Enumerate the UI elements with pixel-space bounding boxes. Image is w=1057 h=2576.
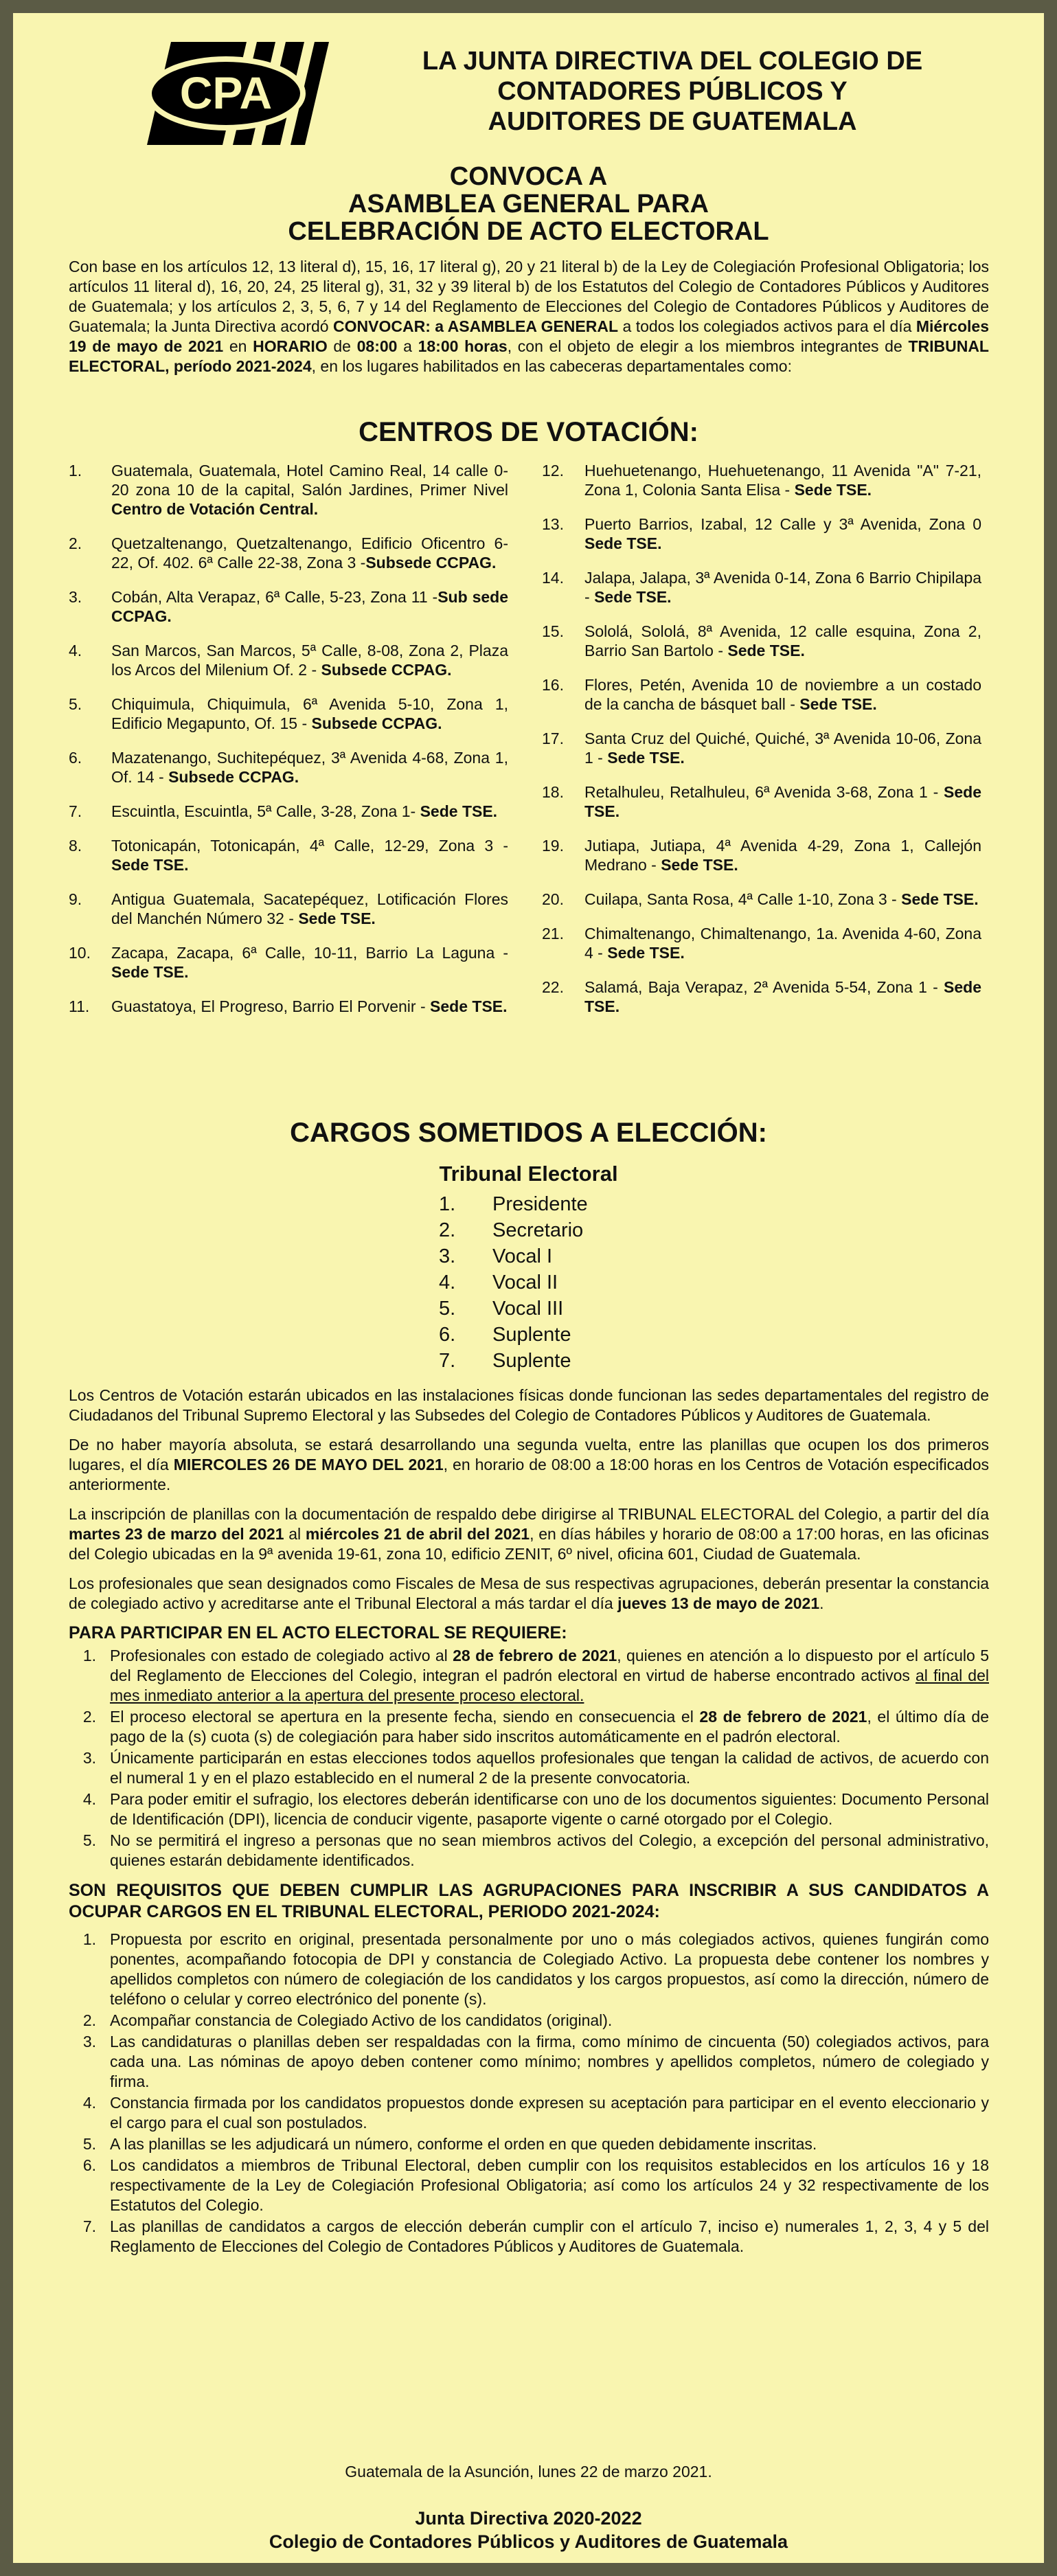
req-text: Únicamente participarán en estas elecciones todos aquellos profesionales que tengan la calidad de activos, de acuerdo con el numeral 1 y en el plazo establecido en el numeral 2 de la presente convocatoria. [110, 1749, 989, 1787]
item-number: 16. [542, 676, 564, 694]
item-number: 2. [82, 2011, 96, 2029]
item-sede: Sede TSE. [298, 909, 376, 927]
voting-center-item [542, 729, 981, 767]
cargo-number: 4. [439, 1272, 456, 1293]
convoca-line-2: ASAMBLEA GENERAL PARA [348, 190, 709, 218]
cargos-title: CARGOS SOMETIDOS A ELECCIÓN: [290, 1118, 767, 1148]
list-item: 3. Únicamente participarán en estas elecciones todos aquellos profesionales que tengan la calidad de activos, de acuerdo con el numeral 1 y en el plazo establecido en el numeral 2 de la presente convocatoria. [82, 1749, 989, 1787]
item-number: 22. [542, 978, 564, 996]
item-text: Las planillas de candidatos a cargos de elección deberán cumplir con el artículo 7, inciso e) numerales 1, 2, 3, 4 y 5 del Reglamento de Elecciones del Colegio de Contadores Públicos y Auditores de Guatemala. [110, 2217, 989, 2255]
item-sede: Sede TSE. [430, 997, 508, 1015]
intro-bold-horario: HORARIO [253, 337, 328, 355]
item-address: Cobán, Alta Verapaz, 6ª Calle, 5-23, Zona 11 - [111, 588, 438, 606]
cargo-item [439, 1348, 588, 1374]
voting-center-item [69, 890, 508, 928]
item-text: Constancia firmada por los candidatos propuestos donde expresen su aceptación para participar en el evento eleccionario y el cargo para el cual son postulados. [110, 2094, 989, 2132]
voting-center-item [69, 802, 508, 821]
item-number: 15. [542, 622, 564, 640]
paragraph-fiscales [69, 1574, 989, 1614]
item-text [111, 587, 508, 626]
para-bold: MIERCOLES 26 DE MAYO DEL 2021 [173, 1456, 444, 1473]
intro-text: , con el objeto de elegir a los miembros integrantes de [507, 337, 909, 355]
para-bold: jueves 13 de mayo de 2021 [617, 1594, 820, 1612]
voting-center-item [542, 836, 981, 874]
list-item: 2. El proceso electoral se apertura en la presente fecha, siendo en consecuencia el 28 de febrero de 2021, el último día de pago de la (s) cuota (s) de colegiación para haber sido inscritos automáticamente en el padrón electoral. [82, 1708, 990, 1745]
req-text: Para poder emitir el sufragio, los electores deberán identificarse con uno de los documentos siguientes: Documento Personal de Identificación (DPI), licencia de conducir vigente, pasaporte vigente o carné otorgado por el Colegio. [110, 1790, 989, 1828]
item-address: Mazatenango, Suchitepéquez, 3ª Avenida 4-68, Zona 1, Of. 14 - [111, 749, 508, 786]
item-text [111, 641, 508, 679]
item-sede: Sede TSE. [111, 963, 189, 981]
item-number: 20. [542, 890, 564, 908]
item-sede: Sede TSE. [799, 695, 877, 713]
item-number: 12. [542, 462, 564, 479]
centros-list-right [542, 461, 981, 1031]
list-item: 4. Para poder emitir el sufragio, los electores deberán identificarse con uno de los documentos siguientes: Documento Personal de Identificación (DPI), licencia de conducir vigente, pasaporte vigente o carné otorgado por el Colegio. [82, 1790, 989, 1828]
voting-center-item [542, 622, 981, 660]
item-text: Las candidaturas o planillas deben ser respaldadas con la firma, como mínimo de cincuenta (50) colegiados activos, para cada una. Las nóminas de apoyo deben contener como mínimo; nombres y apellidos completos, número de colegiado y firma. [110, 2033, 989, 2090]
voting-center-item [69, 694, 508, 733]
item-text: Los candidatos a miembros de Tribunal Electoral, deben cumplir con los requisitos establecidos en los artículos 16 y 18 respectivamente de la Ley de Colegiación Profesional Obligatoria; así como los artículos 24 y 32 respectivamente de los Estatutos del Colegio. [110, 2156, 989, 2214]
intro-paragraph [69, 257, 989, 376]
date-line: Guatemala de la Asunción, lunes 22 de marzo 2021. [345, 2463, 712, 2481]
list-item [69, 2134, 989, 2154]
list-item [69, 2032, 989, 2092]
intro-bold-start: 08:00 [356, 337, 398, 355]
cargos-list [439, 1191, 588, 1374]
item-text [584, 978, 981, 1016]
item-number: 5. [69, 695, 82, 713]
item-text [111, 836, 508, 874]
paragraph-centros: Los Centros de Votación estarán ubicados en las instalaciones físicas donde funcionan las sedes departamentales del registro de Ciudadanos del Tribunal Supremo Electoral y las Subsedes del Colegio de Contadores Públicos y Auditores de Guatemala. [69, 1386, 989, 1424]
item-sede: Centro de Votación Central. [111, 500, 319, 518]
item-text [584, 461, 981, 499]
item-sede: Subsede CCPAG. [168, 768, 299, 786]
list-item [69, 1930, 989, 2009]
item-text: A las planillas se les adjudicará un número, conforme el orden en que queden debidamente inscritas. [110, 2135, 817, 2153]
centros-list-left [69, 461, 508, 1031]
item-address: Puerto Barrios, Izabal, 12 Calle y 3ª Avenida, Zona 0 [584, 515, 981, 533]
item-text [584, 836, 981, 874]
item-number: 1. [82, 1930, 96, 1948]
para-text: . [819, 1594, 824, 1612]
cargo-label: Suplente [492, 1350, 571, 1372]
para-text: Los profesionales que sean designados como Fiscales de Mesa de sus respectivas agrupaciones, deberán presentar la constancia de colegiado activo y acreditarse ante el Tribunal Electoral a más tardar el día [69, 1574, 989, 1612]
cargo-item [439, 1191, 588, 1217]
org-line-2: CONTADORES PÚBLICOS Y [497, 77, 848, 106]
item-sede: Sede TSE. [584, 783, 981, 820]
item-number: 4. [82, 2094, 96, 2112]
cargo-label: Vocal III [492, 1298, 564, 1320]
item-address: Chimaltenango, Chimaltenango, 1a. Avenida 4-60, Zona 4 - [584, 925, 981, 962]
intro-text: a todos los colegiados activos para el día [618, 317, 916, 335]
voting-center-item [542, 568, 981, 607]
intro-bold-tribunal: TRIBUNAL ELECTORAL, período 2021-2024 [69, 337, 989, 375]
req-underlined: al final del mes inmediato anterior a la apertura del presente proceso electoral. [110, 1667, 989, 1704]
para-text: , en días hábiles y horario de 08:00 a 17:00 horas, en las oficinas del Colegio ubicadas en la 9ª avenida 19-61, zona 10, edificio ZENIT, 6º nivel, oficina 601, Ciudad de Guatemala. [69, 1525, 990, 1563]
cargo-label: Suplente [492, 1324, 571, 1346]
item-address: Santa Cruz del Quiché, Quiché, 3ª Avenida 10-06, Zona 1 - [584, 730, 981, 767]
body-paragraphs [69, 1386, 989, 2258]
item-sede: Sede TSE. [594, 588, 672, 606]
voting-center-item [542, 461, 981, 499]
para-text: , en horario de 08:00 a 18:00 horas en los Centros de Votación especificados anteriormente. [69, 1456, 990, 1493]
intro-text: en [223, 337, 253, 355]
item-text [111, 694, 508, 733]
voting-center-item [542, 978, 981, 1016]
intro-bold-convocar: CONVOCAR: a ASAMBLEA GENERAL [333, 317, 619, 335]
voting-center-item [542, 675, 981, 714]
item-sede: Sede TSE. [584, 534, 662, 552]
signature-line-2: Colegio de Contadores Públicos y Auditores de Guatemala [269, 2531, 788, 2552]
cargo-label: Presidente [492, 1193, 588, 1215]
item-address: Zacapa, Zacapa, 6ª Calle, 10-11, Barrio La Laguna - [111, 944, 508, 962]
requirements-list [69, 1646, 989, 1871]
item-number: 8. [69, 837, 82, 855]
item-sede: Sub sede CCPAG. [111, 588, 508, 625]
req-text: , quienes en atención a lo dispuesto por el artículo 5 del Reglamento de Elecciones del Colegio, integran el padrón electoral en virtud de haberse encontrado activos [110, 1647, 989, 1684]
voting-center-item [69, 748, 508, 787]
item-number: 3. [69, 588, 82, 606]
item-number: 7. [82, 2217, 96, 2235]
cargo-number: 3. [439, 1245, 456, 1267]
item-sede: Subsede CCPAG. [321, 661, 452, 679]
item-address: Guastatoya, El Progreso, Barrio El Porvenir - [111, 997, 431, 1015]
item-number: 19. [542, 837, 564, 855]
voting-center-item [69, 943, 508, 982]
para-text: La inscripción de planillas con la documentación de respaldo debe dirigirse al TRIBUNAL ELECTORAL del Colegio, a partir del día [69, 1505, 989, 1523]
cargo-item [439, 1269, 588, 1296]
item-text: Propuesta por escrito en original, presentada personalmente por uno o más colegiados activos, quienes fungirán como ponentes, acompañando fotocopia de DPI y constancia de Colegiado Activo. La propuesta debe contener los nombres y apellidos completos con número de colegiación de los candidatos y los cargos propuestos, así como la dirección, número de teléfono o celular y correo electrónico del ponente (s). [110, 1930, 989, 2008]
cargo-label: Secretario [492, 1219, 584, 1241]
item-text [584, 890, 981, 909]
req-text: Profesionales con estado de colegiado activo al [110, 1647, 453, 1664]
item-address: Totonicapán, Totonicapán, 4ª Calle, 12-29, Zona 3 - [111, 837, 508, 855]
item-sede: Sede TSE. [420, 802, 498, 820]
item-number: 18. [542, 783, 564, 801]
candidate-requirements-title: SON REQUISITOS QUE DEBEN CUMPLIR LAS AGRUPACIONES PARA INSCRIBIR A SUS CANDIDATOS A OCUPAR CARGOS EN EL TRIBUNAL ELECTORAL, PERIODO 2021-2024: [69, 1881, 989, 1921]
item-address: Retalhuleu, Retalhuleu, 6ª Avenida 3-68, Zona 1 - [584, 783, 944, 801]
signature-block [13, 2507, 1044, 2553]
item-sede: Sede TSE. [727, 642, 805, 659]
item-address: Sololá, Sololá, 8ª Avenida, 12 calle esquina, Zona 2, Barrio San Bartolo - [584, 622, 981, 659]
para-bold: martes 23 de marzo del 2021 [69, 1525, 284, 1543]
item-number: 1. [69, 462, 82, 479]
item-text [584, 782, 981, 821]
voting-center-item [542, 924, 981, 962]
candidate-requirements-list [69, 1930, 989, 2257]
item-text [584, 622, 981, 660]
req-text: No se permitirá el ingreso a personas que no sean miembros activos del Colegio, a excepción del personal administrativo, quienes estarán debidamente identificados. [110, 1831, 989, 1869]
item-text [111, 748, 508, 787]
intro-text: de [327, 337, 357, 355]
convoca-line-1: CONVOCA A [449, 162, 608, 191]
item-number: 4. [69, 642, 82, 659]
item-text [111, 890, 508, 928]
list-item: 1. Profesionales con estado de colegiado activo al 28 de febrero de 2021, quienes en atención a lo dispuesto por el artículo 5 del Reglamento de Elecciones del Colegio, integran el padrón electoral en virtud de haberse encontrado activos al final del mes inmediato anterior a la apertura del presente proceso electoral. [82, 1647, 989, 1704]
item-sede: Sede TSE. [607, 749, 685, 767]
voting-center-item [542, 782, 981, 821]
req-bold: 28 de febrero de 2021 [699, 1708, 867, 1726]
requirements-title: PARA PARTICIPAR EN EL ACTO ELECTORAL SE REQUIERE: [69, 1623, 567, 1642]
paragraph-inscripcion [69, 1504, 989, 1564]
intro-text: , en los lugares habilitados en las cabeceras departamentales como: [311, 357, 792, 375]
item-address: Quetzaltenango, Quetzaltenango, Edificio Oficentro 6-22, Of. 402. 6ª Calle 22-38, Zona 3 - [111, 534, 508, 572]
list-item [69, 2011, 989, 2031]
item-text [111, 943, 508, 982]
item-text [584, 675, 981, 714]
item-address: Guatemala, Guatemala, Hotel Camino Real, 14 calle 0-20 zona 10 de la capital, Salón Jardines, Primer Nivel [111, 462, 508, 499]
voting-center-item [69, 997, 508, 1016]
paragraph-segunda-vuelta [69, 1435, 989, 1495]
convoca-line-3: CELEBRACIÓN DE ACTO ELECTORAL [288, 217, 769, 246]
voting-center-item [542, 890, 981, 909]
para-text: al [284, 1525, 306, 1543]
cargo-number: 7. [439, 1350, 456, 1372]
item-number: 14. [542, 569, 564, 587]
item-number: 6. [82, 2156, 96, 2174]
item-sede: Subsede CCPAG. [365, 554, 497, 572]
item-address: Escuintla, Escuintla, 5ª Calle, 3-28, Zona 1- [111, 802, 420, 820]
req-bold: 28 de febrero de 2021 [453, 1647, 617, 1664]
item-address: Antigua Guatemala, Sacatepéquez, Lotificación Flores del Manchén Número 32 - [111, 890, 508, 927]
item-sede: Sede TSE. [901, 890, 979, 908]
req-text: El proceso electoral se apertura en la presente fecha, siendo en consecuencia el [110, 1708, 700, 1726]
item-text [111, 461, 508, 519]
item-text [111, 802, 508, 821]
item-sede: Sede TSE. [584, 978, 981, 1015]
voting-center-item [69, 534, 508, 572]
item-number: 7. [69, 802, 82, 820]
item-text [584, 924, 981, 962]
item-sede: Subsede CCPAG. [311, 714, 442, 732]
intro-text: Con base en los artículos 12, 13 literal d), 15, 16, 17 literal g), 20 y 21 literal b) de la Ley de Colegiación Profesional Obligatoria; los artículos 11 literal d), 16, 20, 24, 25 literal g), 31, 32 y 39 literal b) de los Estatutos del Colegio de Contadores Públicos y Auditores de Guatemala; y los artículos 2, 3, 5, 6, 7 y 14 del Reglamento de Elecciones del Colegio de Contadores Públicos y Auditores de Guatemala; la Junta Directiva acordó [69, 258, 989, 335]
voting-center-item [69, 836, 508, 874]
para-text: De no haber mayoría absoluta, se estará desarrollando una segunda vuelta, entre las planillas que ocupen los dos primeros lugares, el día [69, 1436, 989, 1473]
voting-center-item [542, 515, 981, 553]
item-text: Acompañar constancia de Colegiado Activo de los candidatos (original). [110, 2011, 613, 2029]
list-item: 5. No se permitirá el ingreso a personas que no sean miembros activos del Colegio, a excepción del personal administrativo, quienes estarán debidamente identificados. [82, 1831, 989, 1869]
intro-bold-end: 18:00 horas [418, 337, 508, 355]
item-number: 9. [69, 890, 82, 908]
item-address: Jalapa, Jalapa, 3ª Avenida 0-14, Zona 6 Barrio Chipilapa - [584, 569, 981, 606]
cargo-item [439, 1243, 588, 1269]
cargo-item [439, 1322, 588, 1348]
voting-center-item [69, 461, 508, 519]
item-address: Jutiapa, Jutiapa, 4ª Avenida 4-29, Zona 1, Callejón Medrano - [584, 837, 981, 874]
item-text [584, 515, 981, 553]
item-sede: Sede TSE. [607, 944, 685, 962]
voting-center-item [69, 587, 508, 626]
cargo-item [439, 1296, 588, 1322]
req-text: , el último día de pago de la (s) cuota (s) de colegiación para haber sido inscritos automáticamente en el padrón electoral. [110, 1708, 990, 1745]
item-sede: Sede TSE. [794, 481, 872, 499]
cpa-logo [144, 42, 343, 145]
svg-text:CPA: CPA [179, 67, 273, 118]
cargo-label: Vocal I [492, 1245, 553, 1267]
item-number: 5. [82, 2135, 96, 2153]
item-number: 6. [69, 749, 82, 767]
item-sede: Sede TSE. [111, 856, 189, 874]
item-sede: Sede TSE. [661, 856, 738, 874]
cargo-number: 2. [439, 1219, 456, 1241]
item-address: Salamá, Baja Verapaz, 2ª Avenida 5-54, Zona 1 - [584, 978, 944, 996]
cargo-item [439, 1217, 588, 1243]
org-line-1: LA JUNTA DIRECTIVA DEL COLEGIO DE [422, 47, 923, 76]
cargo-number: 5. [439, 1298, 456, 1320]
org-line-3: AUDITORES DE GUATEMALA [488, 107, 857, 136]
announcement-sheet [13, 13, 1044, 2563]
item-number: 2. [69, 534, 82, 552]
list-item [69, 2093, 989, 2133]
organization-name [370, 46, 975, 137]
para-bold: miércoles 21 de abril del 2021 [305, 1525, 530, 1543]
item-address: Cuilapa, Santa Rosa, 4ª Calle 1-10, Zona 3 - [584, 890, 902, 908]
item-number: 17. [542, 730, 564, 747]
item-number: 3. [82, 2033, 96, 2050]
list-item [69, 2156, 989, 2215]
item-number: 21. [542, 925, 564, 942]
header [13, 13, 1044, 150]
item-text [584, 729, 981, 767]
voting-center-item [69, 641, 508, 679]
item-address: Huehuetenango, Huehuetenango, 11 Avenida "A" 7-21, Zona 1, Colonia Santa Elisa - [584, 462, 981, 499]
item-number: 10. [69, 944, 91, 962]
cargo-number: 6. [439, 1324, 456, 1346]
item-number: 13. [542, 515, 564, 533]
intro-bold-date: Miércoles 19 de mayo de 2021 [69, 317, 989, 355]
item-address: Flores, Petén, Avenida 10 de noviembre a un costado de la cancha de básquet ball - [584, 676, 981, 713]
signature-line-1: Junta Directiva 2020-2022 [415, 2508, 642, 2529]
centros-title: CENTROS DE VOTACIÓN: [359, 417, 698, 447]
cargo-number: 1. [439, 1193, 456, 1215]
item-text [584, 568, 981, 607]
list-item [69, 2217, 989, 2257]
item-number: 11. [69, 997, 90, 1015]
cargo-label: Vocal II [492, 1272, 558, 1293]
item-address: Chiquimula, Chiquimula, 6ª Avenida 5-10, Zona 1, Edificio Megapunto, Of. 15 - [111, 695, 508, 732]
item-address: San Marcos, San Marcos, 5ª Calle, 8-08, Zona 2, Plaza los Arcos del Milenium Of. 2 - [111, 642, 508, 679]
item-text [111, 997, 508, 1016]
convocation-title [13, 163, 1044, 245]
item-text [111, 534, 508, 572]
intro-text: a [397, 337, 418, 355]
tribunal-title: Tribunal Electoral [439, 1162, 618, 1186]
